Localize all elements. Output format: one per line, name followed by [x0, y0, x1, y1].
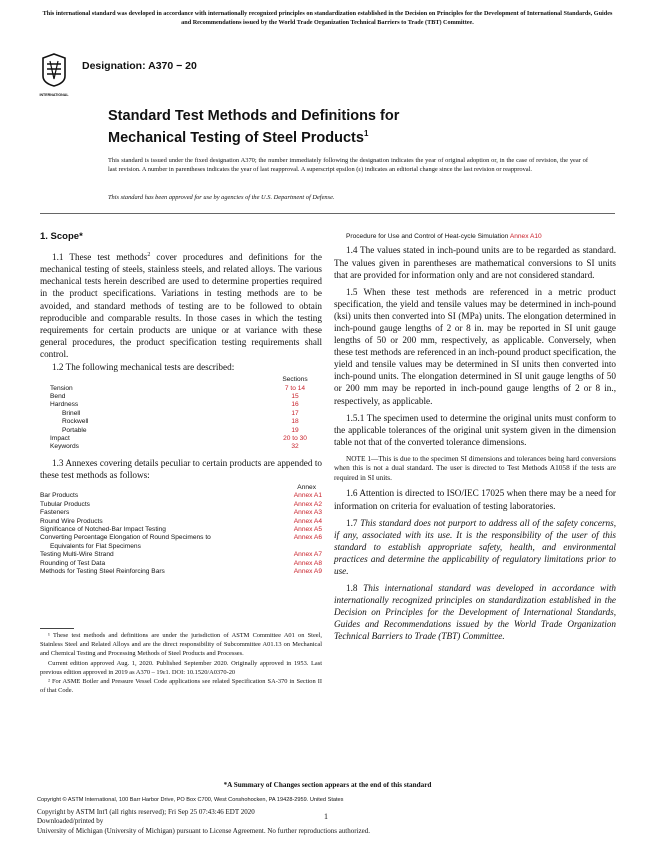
section-1-1: 1.1 These test methods$^2$ cover procedures and definitions for the mechanical testing of steels, stainless steels, and related alloys. The various mechanical tests herein described are used to determine properties required in the product specifications. Variations in testing methods are to be avoided, and standard methods of testing are to be followed to obtain reproducible and comparable results. In those cases in which the testing requirements for certain products are unique or at variance with these general procedures, the product specification testing requirements shall control. — [40, 252, 322, 359]
annex-10-row: Procedure for Use and Control of Heat-cycle Simulation Annex A10 — [346, 233, 542, 240]
test-name: Rockwell — [62, 418, 89, 426]
annex-name: Round Wire Products — [40, 517, 103, 525]
annex-name: Significance of Notched-Bar Impact Testing — [40, 525, 166, 533]
download-line-3: University of Michigan (University of Michigan) pursuant to License Agreement. No further reproductions authorized. — [37, 826, 370, 835]
annex-name: Tubular Products — [40, 500, 90, 508]
section-link[interactable]: 16 — [291, 401, 299, 409]
standard-issue-note: This standard is issued under the fixed designation A370; the number immediately following the designation indicates the year of original adoption or, in the case of revision, the year of last revision. A number in parentheses indicates the year of last reapproval. A superscript epsilon (ε) indicates an editorial change since the last revision or reapproval. — [108, 157, 588, 174]
title-line-2: Mechanical Testing of Steel Products — [108, 129, 364, 146]
title-line-1: Standard Test Methods and Definitions for — [108, 108, 400, 124]
download-line-1: Copyright by ASTM Int'l (all rights reserved); Fri Sep 25 07:43:46 EDT 2020 — [37, 808, 255, 816]
annex-link[interactable]: Annex A1 — [293, 492, 322, 500]
approval-note: This standard has been approved for use by agencies of the U.S. Department of Defense. — [108, 194, 335, 201]
annex-table-row — [40, 518, 322, 526]
tests-table — [40, 376, 322, 452]
page-title — [108, 108, 399, 147]
right-column — [334, 233, 616, 643]
annex-name: Testing Multi-Wire Strand — [40, 551, 114, 559]
footnote-1: ¹ These test methods and definitions are under the jurisdiction of ASTM Committee A01 on Steel, Stainless Steel and Related Alloys and are the direct responsibility of Subcommittee A01.13 on Mechanical and Chemical Testing and Processing Methods of Steel Products and Processes. — [40, 632, 322, 658]
tests-table-row — [50, 435, 322, 443]
footnote-rule — [40, 628, 74, 629]
annex-name: Converting Percentage Elongation of Round Specimens to Equivalents for Flat Specimens — [40, 534, 211, 550]
section-1-7: 1.7 This standard does not purport to address all of the safety concerns, if any, associated with its use. It is the responsibility of the user of this standard to establish appropriate safety, health, and environmental practices and determine the applicability of regulatory limitations prior to use. — [334, 517, 616, 576]
scope-heading: 1. Scope* — [40, 231, 83, 242]
tests-table-row — [50, 385, 322, 393]
section-link[interactable]: 19 — [291, 426, 299, 434]
page-number: 1 — [324, 812, 328, 821]
title-footnote-marker: 1 — [363, 129, 369, 138]
footnote-2: ² For ASME Boiler and Pressure Vessel Code applications see related Specification SA-370 in Section II of that Code. — [40, 678, 322, 695]
annex-table-row — [40, 551, 322, 559]
annex-table-row — [40, 526, 322, 534]
annex-table — [40, 484, 322, 576]
test-name: Keywords — [50, 443, 79, 451]
annex-header: Annex — [297, 483, 316, 491]
download-info — [37, 808, 370, 836]
test-name: Brinell — [62, 409, 81, 417]
annex-table-row — [40, 501, 322, 509]
annex-name: Rounding of Test Data — [40, 559, 106, 567]
note-1: NOTE 1—This is due to the specimen SI dimensions and tolerances being hard conversions when this is not a dual standard. The user is directed to Test Methods A1058 if the tests are required in SI units. — [334, 453, 616, 482]
annex-table-row — [40, 560, 322, 568]
designation: Designation: A370 − 20 — [82, 60, 197, 72]
annex-name: Fasteners — [40, 509, 70, 517]
annex-link[interactable]: Annex A2 — [293, 500, 322, 508]
annex-name: Methods for Testing Steel Reinforcing Bars — [40, 568, 165, 575]
logo-text: INTERNATIONAL — [39, 93, 69, 97]
section-1-8: 1.8 This international standard was developed in accordance with internationally recognized principles on standardization established in the Decision on Principles for the Development of International Standards, Guides and Recommendations issued by the World Trade Organization Technical Barriers to Trade (TBT) Committee. — [334, 583, 616, 642]
header-notice: This international standard was developed in accordance with internationally recognized principles on standardization established in the Decision on Principles for the Development of International Standards, Guides and Recommendations issued by the World Trade Organization Technical Barriers to Trade (TBT) Committee. — [42, 10, 613, 26]
annex-10-link[interactable]: Annex A10 — [509, 233, 542, 240]
test-name: Bend — [50, 392, 66, 400]
tests-table-row — [50, 427, 322, 435]
footnotes — [40, 631, 322, 695]
annex-link[interactable]: Annex A9 — [293, 568, 322, 575]
section-link[interactable]: 15 — [291, 392, 299, 400]
tests-table-row — [50, 418, 322, 426]
tests-table-row — [50, 443, 322, 451]
test-name: Impact — [50, 434, 70, 442]
annex-link[interactable]: Annex A7 — [293, 551, 322, 559]
footnote-1-edition: Current edition approved Aug. 1, 2020. Published September 2020. Originally approved in 1953. Last previous edition approved in 2019 as A370 – 19ε1. DOI: 10.1520/A0370-20 — [40, 659, 322, 676]
section-1-6: 1.6 Attention is directed to ISO/IEC 17025 when there may be a need for information on criteria for evaluation of testing laboratories. — [334, 488, 616, 511]
annex-link[interactable]: Annex A4 — [293, 517, 322, 525]
section-1-5: 1.5 When these test methods are referenced in a metric product specification, the yield and tensile values may be determined in inch-pound (ksi) units then converted into SI (MPa) units. The elongation determined in inch-pound gauge lengths of 2 or 8 in. may be reported in SI unit gauge lengths of 50 or 200 mm, respectively, as applicable. Conversely, when these test methods are referenced in an inch-pound product specification, the yield and tensile values may be determined in SI units then converted into inch-pound units. The elongation determined in SI unit gauge lengths of 50 or 200 mm may be reported in inch-pound gauge lengths of 2 or 8 in., respectively, as applicable. — [334, 286, 616, 406]
annex-table-row — [40, 534, 322, 551]
section-1-5-1: 1.5.1 The specimen used to determine the original units must conform to the applicable tolerances of the original unit system given in the dimension table not that of the converted tolerance dimensions. — [334, 412, 616, 447]
header-divider — [40, 213, 615, 214]
section-link[interactable]: 20 to 30 — [283, 434, 307, 442]
tests-table-row — [50, 410, 322, 418]
section-link[interactable]: 18 — [291, 418, 299, 426]
section-link[interactable]: 17 — [291, 409, 299, 417]
tests-table-row — [50, 393, 322, 401]
annex-name: Bar Products — [40, 492, 79, 500]
test-name: Hardness — [50, 401, 79, 409]
annex-table-row — [40, 509, 322, 517]
download-line-2: Downloaded/printed by — [37, 817, 104, 826]
annex-link[interactable]: Annex A8 — [293, 559, 322, 567]
section-1-2: 1.2 The following mechanical tests are described: — [52, 362, 235, 372]
tests-table-row — [50, 401, 322, 409]
summary-note: *A Summary of Changes section appears at the end of this standard — [223, 781, 432, 789]
annex-table-row — [40, 568, 322, 576]
test-name: Tension — [50, 384, 73, 392]
section-1-4: 1.4 The values stated in inch-pound units are to be regarded as standard. The values given in parentheses are mathematical conversions to SI units that are provided for information only and are not considered standard. — [334, 245, 616, 280]
astm-logo — [39, 52, 69, 97]
test-name: Portable — [62, 426, 87, 434]
annex-link[interactable]: Annex A3 — [293, 509, 322, 517]
copyright-line: Copyright © ASTM International, 100 Barr Harbor Drive, PO Box C700, West Conshohocken, PA 19428-2959. United States — [37, 797, 344, 803]
annex-table-row — [40, 492, 322, 500]
sections-header: Sections — [282, 376, 308, 384]
section-link[interactable]: 7 to 14 — [284, 384, 306, 392]
left-column — [40, 231, 322, 576]
annex-link[interactable]: Annex A6 — [293, 534, 322, 542]
annex-link[interactable]: Annex A5 — [293, 525, 322, 533]
section-1-3: 1.3 Annexes covering details peculiar to certain products are appended to these test methods as follows: — [40, 457, 322, 480]
section-link[interactable]: 32 — [291, 443, 299, 451]
